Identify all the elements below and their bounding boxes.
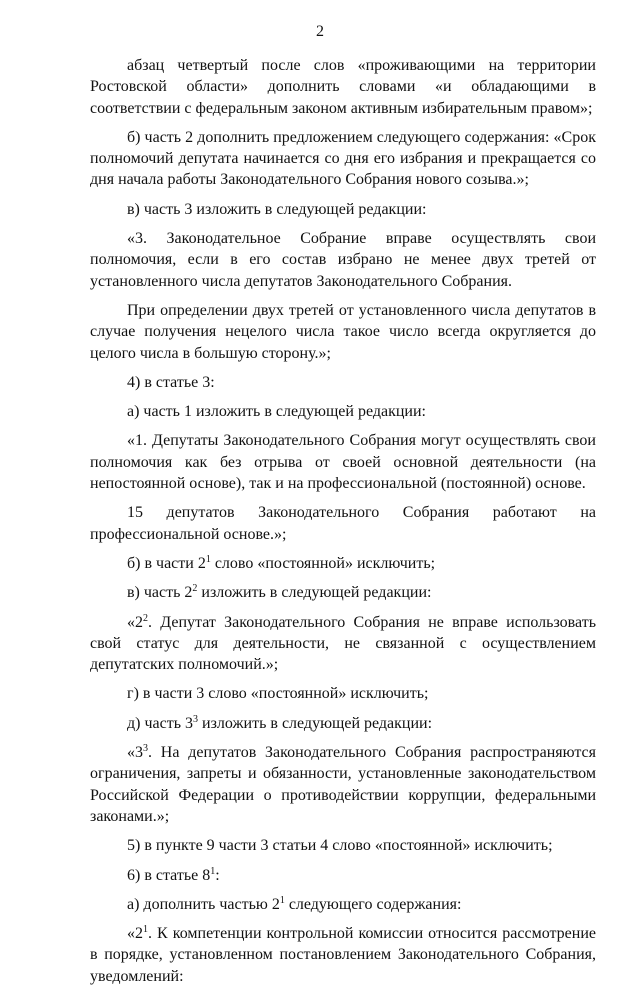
paragraph [90, 553, 596, 574]
paragraph [90, 502, 596, 545]
paragraph-text: «1. Депутаты Законодательного Собрания могут осуществлять свои полномочия как без отрыва от своей основной деятельности (на непостоянной основе), так и на профессиональной (постоянной) основе. [90, 432, 596, 493]
paragraph-text: «2 [127, 925, 143, 943]
paragraph [90, 430, 596, 494]
superscript: 1 [143, 924, 148, 936]
paragraph-text: . На депутатов Законодательного Собрания распространяются ограничения, запреты и обязанности, установленные законодательством Российской Федерации о противодействии коррупции, федеральными законами.»; [90, 744, 596, 825]
paragraph [90, 713, 596, 734]
superscript: 1 [279, 894, 285, 906]
paragraph [90, 228, 596, 292]
paragraph-text: абзац четвертый после слов «проживающими на территории Ростовской области» дополнить словами «и обладающими в соответствии с федеральным законом активным избирательным правом»; [90, 57, 596, 117]
paragraph-text: г) в части 3 слово «постоянной» исключить; [127, 685, 429, 703]
paragraph-text: «2 [127, 613, 143, 631]
superscript: 3 [193, 713, 199, 725]
paragraph-text: в) часть 3 изложить в следующей редакции: [127, 200, 427, 218]
paragraph-text: При определении двух третей от установленного числа депутатов в случае получения нецелого числа такое число всегда округляется до целого числа в большую сторону.»; [90, 301, 596, 362]
paragraph-text: 4) в статье 3: [127, 373, 215, 391]
paragraph [90, 401, 596, 422]
superscript: 3 [143, 743, 148, 755]
paragraph-text: 6) в статье 8 [127, 866, 211, 884]
paragraph [90, 55, 596, 119]
paragraph-text: изложить в следующей редакции: [198, 714, 433, 732]
superscript: 1 [205, 553, 211, 565]
paragraph [90, 582, 596, 603]
paragraph-text: 15 депутатов Законодательного Собрания работают на профессиональной основе.»; [90, 504, 596, 543]
paragraph-text: в) часть 2 [127, 584, 193, 602]
paragraph [90, 865, 596, 886]
paragraph [90, 835, 596, 856]
paragraph-text: б) в части 2 [127, 554, 206, 572]
paragraph-text: б) часть 2 дополнить предложением следующего содержания: «Срок полномочий депутата начинается со дня его избрания и прекращается со дня начала работы Законодательного Собрания нового созыва.»; [90, 128, 596, 189]
document-body [90, 55, 596, 995]
paragraph [90, 612, 596, 676]
paragraph [90, 683, 596, 704]
paragraph-text: «3 [127, 744, 143, 762]
paragraph [90, 372, 596, 393]
paragraph-text: : [215, 866, 220, 884]
paragraph [90, 300, 596, 364]
paragraph-text: 5) в пункте 9 части 3 статьи 4 слово «постоянной» исключить; [127, 837, 553, 855]
page-number: 2 [316, 23, 324, 40]
paragraph-text: слово «постоянной» исключить; [210, 554, 436, 572]
paragraph-text: изложить в следующей редакции: [197, 584, 432, 602]
paragraph [90, 127, 596, 191]
paragraph [90, 923, 596, 987]
paragraph [90, 742, 596, 827]
paragraph-text: следующего содержания: [284, 895, 462, 913]
paragraph [90, 894, 596, 915]
paragraph [90, 199, 596, 220]
superscript: 1 [210, 865, 216, 877]
superscript: 2 [143, 612, 148, 624]
paragraph-text: . Депутат Законодательного Собрания не вправе использовать свой статус для деятельности, не связанной с осуществлением депутатских полномочий.»; [90, 613, 596, 674]
paragraph-text: д) часть 3 [127, 714, 194, 732]
superscript: 2 [192, 583, 198, 595]
paragraph-text: а) дополнить частью 2 [127, 895, 280, 913]
paragraph-text: а) часть 1 изложить в следующей редакции: [127, 403, 426, 421]
paragraph-text: . К компетенции контрольной комиссии относится рассмотрение в порядке, установленном постановлением Законодательного Собрания, уведомлений: [90, 925, 596, 985]
paragraph-text: «3. Законодательное Собрание вправе осуществлять свои полномочия, если в его состав избрано не менее двух третей от установленного числа депутатов Законодательного Собрания. [90, 230, 596, 290]
